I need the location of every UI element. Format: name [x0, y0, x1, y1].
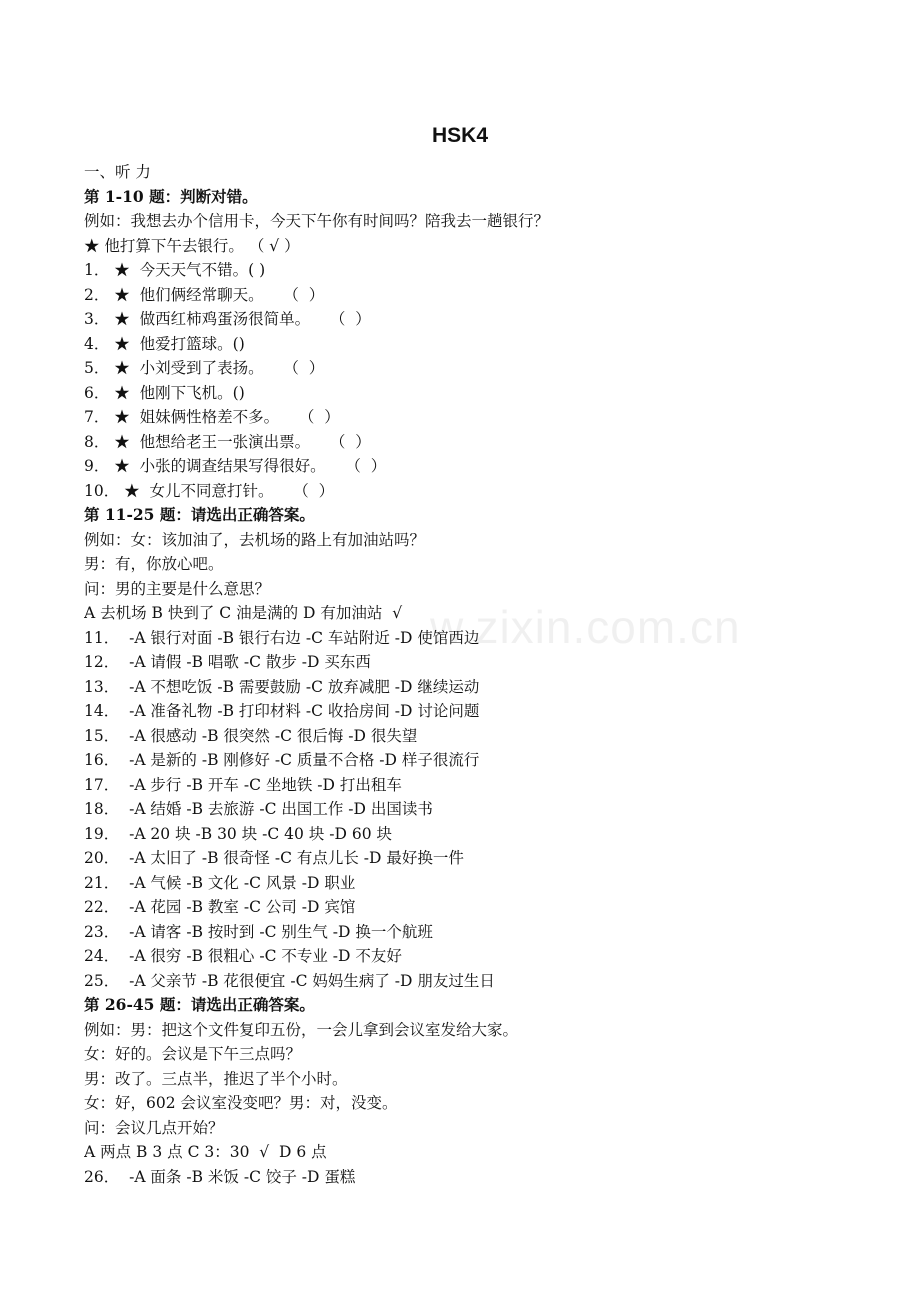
text-line: 20． -A 太旧了 -B 很奇怪 -C 有点儿长 -D 最好换一件	[84, 849, 464, 867]
text-line: 14． -A 准备礼物 -B 打印材料 -C 收拾房间 -D 讨论问题	[84, 702, 480, 720]
text-line: 12． -A 请假 -B 唱歌 -C 散步 -D 买东西	[84, 653, 371, 671]
text-line: 21． -A 气候 -B 文化 -C 风景 -D 职业	[84, 873, 356, 892]
text-line: 男：有，你放心吧。	[84, 555, 224, 573]
text-line: 1． ★ 今天天气不错。( )	[84, 261, 266, 279]
text-line: 10． ★ 女儿不同意打针。 （ ）	[84, 481, 335, 500]
text-line: 8． ★ 他想给老王一张演出票。 （ ）	[84, 432, 371, 451]
text-line: ★ 他打算下午去银行。 （ √ ）	[84, 236, 300, 255]
text-line: 例如：男：把这个文件复印五份，一会儿拿到会议室发给大家。	[84, 1020, 519, 1039]
text-line: 3． ★ 做西红柿鸡蛋汤很简单。 （ ）	[84, 310, 371, 328]
text-line: 22． -A 花园 -B 教室 -C 公司 -D 宾馆	[84, 898, 356, 916]
text-line: 4． ★ 他爱打篮球。()	[84, 334, 245, 353]
text-line: 7． ★ 姐妹俩性格差不多。 （ ）	[84, 408, 340, 426]
text-line: 25． -A 父亲节 -B 花很便宜 -C 妈妈生病了 -D 朋友过生日	[84, 971, 495, 990]
text-line: 6． ★ 他刚下飞机。()	[84, 383, 245, 402]
text-line: 11． -A 银行对面 -B 银行右边 -C 车站附近 -D 使馆西边	[84, 628, 480, 647]
text-line: 17． -A 步行 -B 开车 -C 坐地铁 -D 打出租车	[84, 775, 402, 794]
document-body	[84, 160, 884, 1189]
text-line: 女：好，602 会议室没变吧？男：对，没变。	[84, 1094, 398, 1112]
text-line: 23． -A 请客 -B 按时到 -C 别生气 -D 换一个航班	[84, 922, 433, 941]
text-line: A 两点 B 3 点 C 3：30 √ D 6 点	[84, 1143, 327, 1161]
text-line: 24． -A 很穷 -B 很粗心 -C 不专业 -D 不友好	[84, 947, 402, 965]
section-heading: 第 11-25 题：请选出正确答案。	[84, 505, 315, 524]
text-line: 一、听 力	[84, 163, 151, 181]
text-line: A 去机场 B 快到了 C 油是满的 D 有加油站 √	[84, 604, 403, 622]
text-line: 女：好的。会议是下午三点吗？	[84, 1045, 302, 1063]
text-line: 13． -A 不想吃饭 -B 需要鼓励 -C 放弃减肥 -D 继续运动	[84, 677, 480, 696]
text-line: 问：会议几点开始？	[84, 1118, 224, 1137]
text-line: 5． ★ 小刘受到了表扬。 （ ）	[84, 359, 325, 377]
section-heading: 第 26-45 题：请选出正确答案。	[84, 995, 315, 1014]
text-line: 19． -A 20 块 -B 30 块 -C 40 块 -D 60 块	[84, 824, 392, 843]
text-line: 问：男的主要是什么意思？	[84, 579, 271, 598]
text-line: 16． -A 是新的 -B 刚修好 -C 质量不合格 -D 样子很流行	[84, 751, 480, 769]
text-line: 18． -A 结婚 -B 去旅游 -C 出国工作 -D 出国读书	[84, 800, 433, 818]
text-line: 2． ★ 他们俩经常聊天。 （ ）	[84, 285, 325, 304]
text-line: 男：改了。三点半，推迟了半个小时。	[84, 1069, 348, 1088]
text-line: 15． -A 很感动 -B 很突然 -C 很后悔 -D 很失望	[84, 726, 418, 745]
text-line: 9． ★ 小张的调查结果写得很好。 （ ）	[84, 457, 387, 475]
section-heading: 第 1-10 题：判断对错。	[84, 186, 258, 206]
text-line: 例如：我想去办个信用卡，今天下午你有时间吗？陪我去一趟银行？	[84, 212, 550, 230]
watermark: w.zixin.com.cn	[430, 601, 741, 653]
text-line: 26． -A 面条 -B 米饭 -C 饺子 -D 蛋糕	[84, 1167, 356, 1186]
text-line: 例如：女：该加油了，去机场的路上有加油站吗？	[84, 530, 426, 549]
page-title: HSK4	[431, 124, 489, 147]
